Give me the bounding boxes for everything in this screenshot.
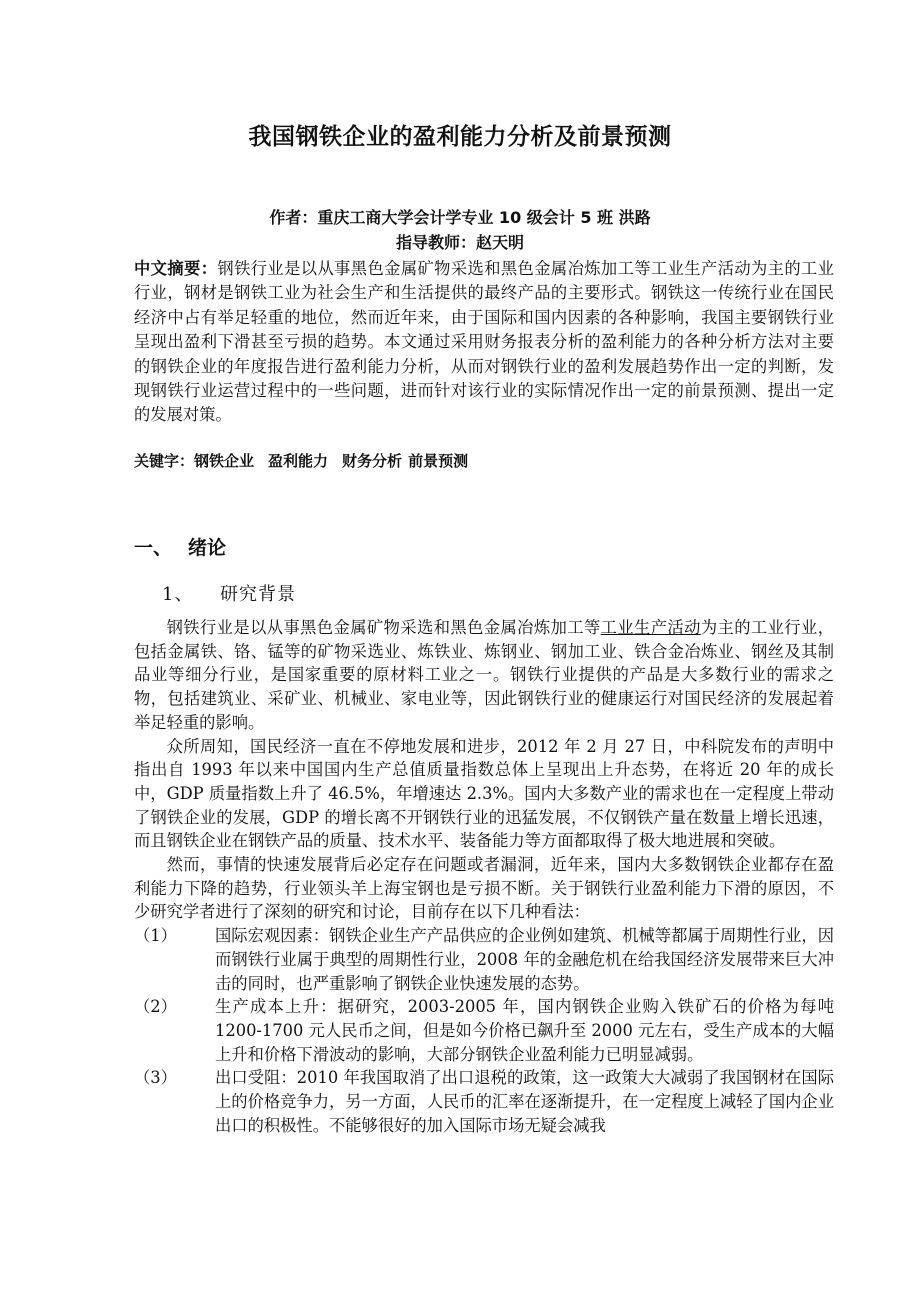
section-heading xyxy=(134,533,226,560)
list-marker: （3） xyxy=(134,1068,177,1088)
subsection-number: 1、 xyxy=(162,584,194,605)
list-item xyxy=(134,995,834,1066)
list-text: 国际宏观因素：钢铁企业生产产品供应的企业例如建筑、机械等都属于周期性行业，因而钢铁行业属于典型的周期性行业，2008 年的金融危机在给我国经济发展带来巨大冲击的同时，也严重影响了钢铁企业快速发展的态势。 xyxy=(215,926,834,993)
paragraph: 然而，事情的快速发展背后必定存在问题或者漏洞，近年来，国内大多数钢铁企业都存在盈利能力下降的趋势，行业领头羊上海宝钢也是亏损不断。关于钢铁行业盈利能力下滑的原因，不少研究学者进行了深刻的研究和讨论，目前存在以下几种看法： xyxy=(134,855,834,922)
body-text xyxy=(134,616,834,1137)
advisor-line: 指导教师：赵天明 xyxy=(395,233,524,252)
paragraph-text: 为主的工业行业，包括金属铁、铬、锰等的矿物采选业、炼铁业、炼钢业、钢加工业、铁合金冶炼业、钢丝及其制品业等细分行业，是国家重要的原材料工业之一。钢铁行业提供的产品是大多数行业的需求之物，包括建筑业、采矿业、机械业、家电业等，因此钢铁行业的健康运行对国民经济的发展起着举足轻重的影响。 xyxy=(134,618,834,732)
list-item xyxy=(134,1066,834,1137)
paper-title: 我国钢铁企业的盈利能力分析及前景预测 xyxy=(248,124,672,150)
list-marker: （1） xyxy=(134,926,177,946)
list-marker: （2） xyxy=(134,997,177,1017)
list-item xyxy=(134,924,834,995)
list-text: 生产成本上升：据研究，2003-2005 年，国内钢铁企业购入铁矿石的价格为每吨 1200-1700 元人民币之间，但是如今价格已飙升至 2000 元左右，受生产成本的大幅上升和价格下滑波动的影响，大部分钢铁企业盈利能力已明显减弱。 xyxy=(215,997,834,1064)
keyword-item: 钢铁企业 xyxy=(194,452,255,470)
keyword-item: 前景预测 xyxy=(408,452,469,470)
keyword-item: 财务分析 xyxy=(342,452,403,470)
subsection-heading xyxy=(162,580,296,606)
list-text: 出口受阻：2010 年我国取消了出口退税的政策，这一政策大大减弱了我国钢材在国际上的价格竞争力，另一方面，人民币的汇率在逐渐提升，在一定程度上减轻了国内企业出口的积极性。不能够很好的加入国际市场无疑会减我 xyxy=(215,1068,834,1135)
abstract-label: 中文摘要： xyxy=(134,259,218,278)
subsection-title: 研究背景 xyxy=(220,584,296,605)
section-number: 一、 xyxy=(134,537,173,559)
abstract xyxy=(134,257,834,428)
keyword-item: 盈利能力 xyxy=(268,452,329,470)
abstract-text: 钢铁行业是以从事黑色金属矿物采选和黑色金属冶炼加工等工业生产活动为主的工业行业，钢材是钢铁工业为社会生产和生活提供的最终产品的主要形式。钢铁这一传统行业在国民经济中占有举足轻重的地位，然而近年来，由于国际和国内因素的各种影响，我国主要钢铁行业呈现出盈利下滑甚至亏损的趋势。本文通过采用财务报表分析的盈利能力的各种分析方法对主要的钢铁企业的年度报告进行盈利能力分析，从而对钢铁行业的盈利发展趋势作出一定的判断，发现钢铁行业运营过程中的一些问题，进而针对该行业的实际情况作出一定的前景预测、提出一定的发展对策。 xyxy=(134,259,834,425)
paragraph-text: 钢铁行业是以从事黑色金属矿物采选和黑色金属冶炼加工等 xyxy=(166,618,601,637)
author-line: 作者：重庆工商大学会计学专业 10 级会计 5 班 洪路 xyxy=(269,208,651,227)
section-title: 绪论 xyxy=(188,537,227,559)
term-link[interactable]: 工业生产活动 xyxy=(600,618,701,637)
paragraph: 众所周知，国民经济一直在不停地发展和进步，2012 年 2 月 27 日，中科院发布的声明中指出自 1993 年以来中国国内生产总值质量指数总体上呈现出上升态势，在将近 20 年的成长中，GDP 质量指数上升了 46.5%，年增速达 2.3%。国内大多数产业的需求也在一定程度上带动了钢铁企业的发展，GDP 的增长离不开钢铁行业的迅猛发展，不仅钢铁产量在数量上增长迅速，而且钢铁企业在钢铁产品的质量、技术水平、装备能力等方面都取得了极大地进展和突破。 xyxy=(134,736,834,851)
keywords xyxy=(134,450,482,471)
keywords-label: 关键字： xyxy=(134,452,195,470)
paragraph xyxy=(134,616,834,735)
